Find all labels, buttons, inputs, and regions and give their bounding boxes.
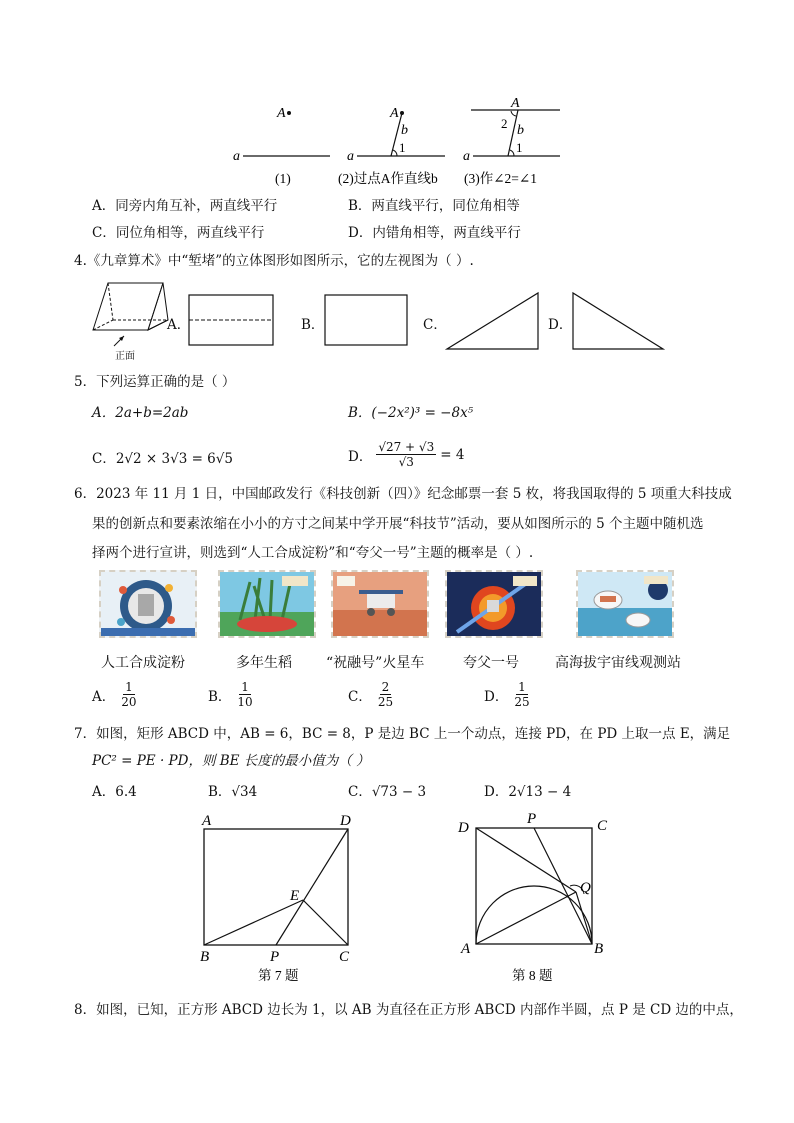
q3-fig2-label-b: b: [401, 123, 408, 138]
q3-option-d[interactable]: D．内错角相等，两直线平行: [348, 225, 521, 241]
fig7-label-B: B: [200, 949, 210, 965]
q3-caption-1: (1): [275, 171, 291, 186]
stamp-starch-image: [99, 570, 197, 638]
fig7-label-D: D: [340, 813, 351, 829]
stamp-label-rice: 多年生稻: [236, 655, 292, 671]
q4-option-a-letter[interactable]: A．: [167, 317, 191, 333]
stamp-label-starch: 人工合成淀粉: [101, 655, 185, 671]
q6-option-b-fraction: [235, 680, 254, 709]
q6-option-a[interactable]: [92, 680, 139, 709]
q6-option-c-letter: C．: [348, 688, 372, 705]
q6-option-b-letter: B．: [208, 688, 232, 705]
q5-option-c[interactable]: C．2√2 × 3√3 = 6√5: [92, 451, 233, 467]
q3-fig2-label-1: 1: [399, 140, 406, 155]
q6-option-a-den: 20: [121, 695, 137, 709]
q6-option-d-num: 1: [518, 680, 526, 694]
stamp-label-kuafu: 夸父一号: [463, 655, 519, 671]
stamp-kuafu-image: [445, 570, 543, 638]
fig8-label-D: D: [458, 820, 469, 836]
fig8-label-A: A: [461, 941, 471, 957]
q3-option-b[interactable]: B．两直线平行，同位角相等: [348, 198, 520, 214]
q6-option-c-num: 2: [381, 680, 390, 694]
q6-option-c-den: 25: [377, 695, 394, 709]
stamp-rice-image: [218, 570, 316, 638]
q6-option-d-den: 25: [514, 695, 530, 709]
q3-fig2-angle-1: [393, 150, 397, 156]
q6-option-d-fraction: [512, 680, 531, 709]
q3-fig3-label-b: b: [517, 123, 524, 138]
q3-fig1-label-a: a: [233, 149, 240, 164]
fig8-label-C: C: [597, 818, 608, 834]
q3-fig2-label-A: A: [390, 106, 399, 121]
stamp-label-cosmic-ray: 高海拔宇宙线观测站: [555, 655, 681, 671]
fig7-caption: 第 7 题: [258, 968, 299, 983]
q4-option-d-figure[interactable]: [571, 291, 665, 351]
fig8-caption: 第 8 题: [512, 968, 553, 983]
fig7-label-E: E: [290, 888, 300, 904]
q3-fig3-label-A: A: [511, 96, 520, 111]
q3-fig3-angle-2: [511, 111, 516, 116]
q5-option-d-tail: = 4: [440, 446, 465, 463]
q7-option-d[interactable]: D．2√13 − 4: [484, 784, 572, 800]
q6-option-b-den: 10: [237, 695, 253, 709]
q6-option-a-fraction: [119, 680, 138, 709]
q3-fig1-point-A: [287, 111, 291, 115]
q3-fig3-label-a: a: [463, 149, 470, 164]
fig8-label-P: P: [527, 811, 537, 827]
q3-fig2-label-a: a: [347, 149, 354, 164]
q4-option-d-letter[interactable]: D．: [548, 317, 573, 333]
fig8-label-Q: Q: [580, 880, 591, 896]
q3-option-a[interactable]: A．同旁内角互补，两直线平行: [92, 198, 278, 214]
q6-option-c-fraction: [376, 680, 395, 709]
q6-option-b-num: 1: [241, 680, 249, 694]
q3-figures: [225, 95, 570, 190]
stamp-mars-rover-image: [331, 570, 429, 638]
q6-option-d-letter: D．: [484, 688, 509, 705]
q5-option-d[interactable]: [348, 440, 464, 469]
fig7-label-A: A: [202, 813, 212, 829]
q6-option-a-letter: A．: [92, 688, 116, 705]
q6-stem-line3: 择两个进行宣讲，则选到“人工合成淀粉”和“夸父一号”主题的概率是（ ）.: [92, 545, 534, 561]
q8-stem-line1: 8．如图，已知，正方形 ABCD 边长为 1，以 AB 为直径在正方形 ABCD 内部作半圆，点 P 是 CD 边的中点，: [74, 1002, 743, 1018]
q8-figure: [452, 808, 622, 988]
stamp-cosmic-ray-image: [576, 570, 674, 638]
q5-option-b[interactable]: B．(−2x²)³ = −8x⁵: [348, 405, 474, 421]
fig7-label-C: C: [339, 949, 350, 965]
q3-fig3-angle-1: [510, 150, 514, 156]
q3-fig3-label-2: 2: [501, 116, 508, 131]
q3-option-c[interactable]: C．同位角相等，两直线平行: [92, 225, 265, 241]
q5-option-d-numerator: √27 + √3: [378, 440, 435, 454]
q5-option-a[interactable]: A．2a+b=2ab: [92, 405, 189, 421]
stamp-label-mars-rover: “祝融号”火星车: [326, 655, 425, 671]
q6-option-a-num: 1: [125, 680, 133, 694]
q6-option-c[interactable]: [348, 680, 395, 709]
q5-option-d-fraction: [376, 440, 436, 469]
q4-front-label: 正面: [115, 351, 135, 362]
q7-option-b[interactable]: B．√34: [208, 784, 258, 800]
q4-option-c-letter[interactable]: C．: [423, 317, 447, 333]
q3-caption-2: (2)过点A作直线b: [338, 171, 438, 186]
q6-option-b[interactable]: [208, 680, 255, 709]
q4-option-c-figure[interactable]: [445, 291, 540, 351]
q5-option-d-denominator: √3: [398, 455, 414, 469]
q4-option-b-letter[interactable]: B．: [301, 317, 325, 333]
q7-option-c[interactable]: C．√73 − 3: [348, 784, 427, 800]
q5-option-d-letter: D．: [348, 448, 373, 465]
q7-stem-line1: 7．如图，矩形 ABCD 中，AB = 6，BC = 8，P 是边 BC 上一个动点，连接 PD，在 PD 上取一点 E，满足: [74, 726, 731, 742]
q4-option-a-figure[interactable]: [188, 294, 274, 346]
fig8-label-B: B: [594, 941, 604, 957]
q3-fig1-label-A: A: [277, 106, 286, 121]
q7-stem-line2: PC² = PE · PD，则 BE 长度的最小值为（ ）: [92, 753, 370, 769]
q7-option-a[interactable]: A．6.4: [92, 784, 137, 800]
q6-stem-line1: 6．2023 年 11 月 1 日，中国邮政发行《科技创新（四）》纪念邮票一套 5 枚，将我国取得的 5 项重大科技成: [74, 486, 732, 502]
q3-fig3-label-1: 1: [516, 140, 523, 155]
q4-stem: 4.《九章算术》中“堑堵”的立体图形如图所示，它的左视图为（ ）.: [74, 253, 474, 269]
q6-stem-line2: 果的创新点和要素浓缩在小小的方寸之间某中学开展“科技节”活动，要从如图所示的 5 个主题中随机选: [92, 516, 704, 532]
q3-caption-3: (3)作∠2=∠1: [464, 171, 537, 186]
fig7-label-P: P: [270, 949, 280, 965]
q5-stem: 5．下列运算正确的是（ ）: [74, 374, 236, 390]
q7-figure: [196, 808, 366, 988]
q4-option-b-figure[interactable]: [324, 294, 408, 346]
q6-option-d[interactable]: [484, 680, 532, 709]
